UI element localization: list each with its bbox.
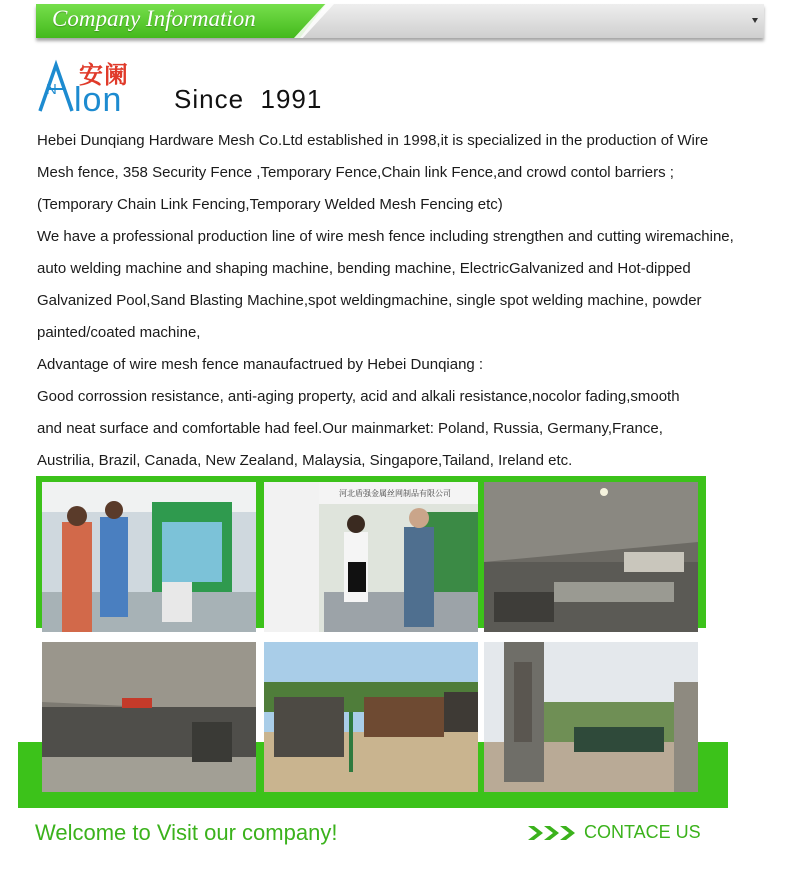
description-line: and neat surface and comfortable had feel.Our mainmarket: Poland, Russia, Germany,France, [37, 420, 663, 437]
exhibition-sign-text: 河北盾强金属丝网制品有限公司 [339, 489, 451, 498]
factory-workshop-photo [484, 482, 698, 632]
banner-title: Company Information [52, 6, 256, 31]
welcome-message: Welcome to Visit our company! [35, 820, 338, 845]
logo-n: N [46, 81, 57, 98]
section-banner [36, 4, 764, 38]
since-year: Since 1991 [174, 84, 323, 114]
exhibition-booth-photo [42, 482, 256, 632]
contact-us-link[interactable] [528, 822, 701, 843]
exhibition-visitors-photo [264, 482, 478, 632]
factory-gate-photo [484, 642, 698, 792]
description-line: Austrilia, Brazil, Canada, New Zealand, Malaysia, Singapore,Tailand, Ireland etc. [37, 452, 573, 469]
logo-chinese-text: 安阑 [79, 60, 129, 89]
company-description [37, 125, 777, 477]
description-line: Advantage of wire mesh fence manaufactrued by Hebei Dunqiang : [37, 356, 484, 373]
description-line: Hebei Dunqiang Hardware Mesh Co.Ltd established in 1998,it is specialized in the production of Wire [37, 132, 709, 149]
contact-us-label: CONTACE US [584, 822, 701, 842]
description-line: auto welding machine and shaping machine, bending machine, ElectricGalvanized and Hot-dipped [37, 260, 691, 277]
chevron-right-icon [528, 826, 576, 840]
warehouse-interior-photo [42, 642, 256, 792]
description-line: painted/coated machine, [37, 324, 201, 341]
dropdown-arrow-icon[interactable] [752, 18, 758, 23]
description-line: Mesh fence, 358 Security Fence ,Temporary Fence,Chain link Fence,and crowd contol barriers ; [37, 164, 674, 181]
outdoor-yard-photo [264, 642, 478, 792]
logo-latin-text: lon [74, 81, 123, 119]
description-line: (Temporary Chain Link Fencing,Temporary Welded Mesh Fencing etc) [37, 196, 503, 213]
description-line: We have a professional production line of wire mesh fence including strengthen and cutting wiremachine, [37, 228, 734, 245]
description-line: Good corrossion resistance, anti-aging property, acid and alkali resistance,nocolor fading,smooth [37, 388, 680, 405]
description-line: Galvanized Pool,Sand Blasting Machine,spot weldingmachine, single spot welding machine, powder [37, 292, 702, 309]
company-logo [36, 57, 146, 117]
